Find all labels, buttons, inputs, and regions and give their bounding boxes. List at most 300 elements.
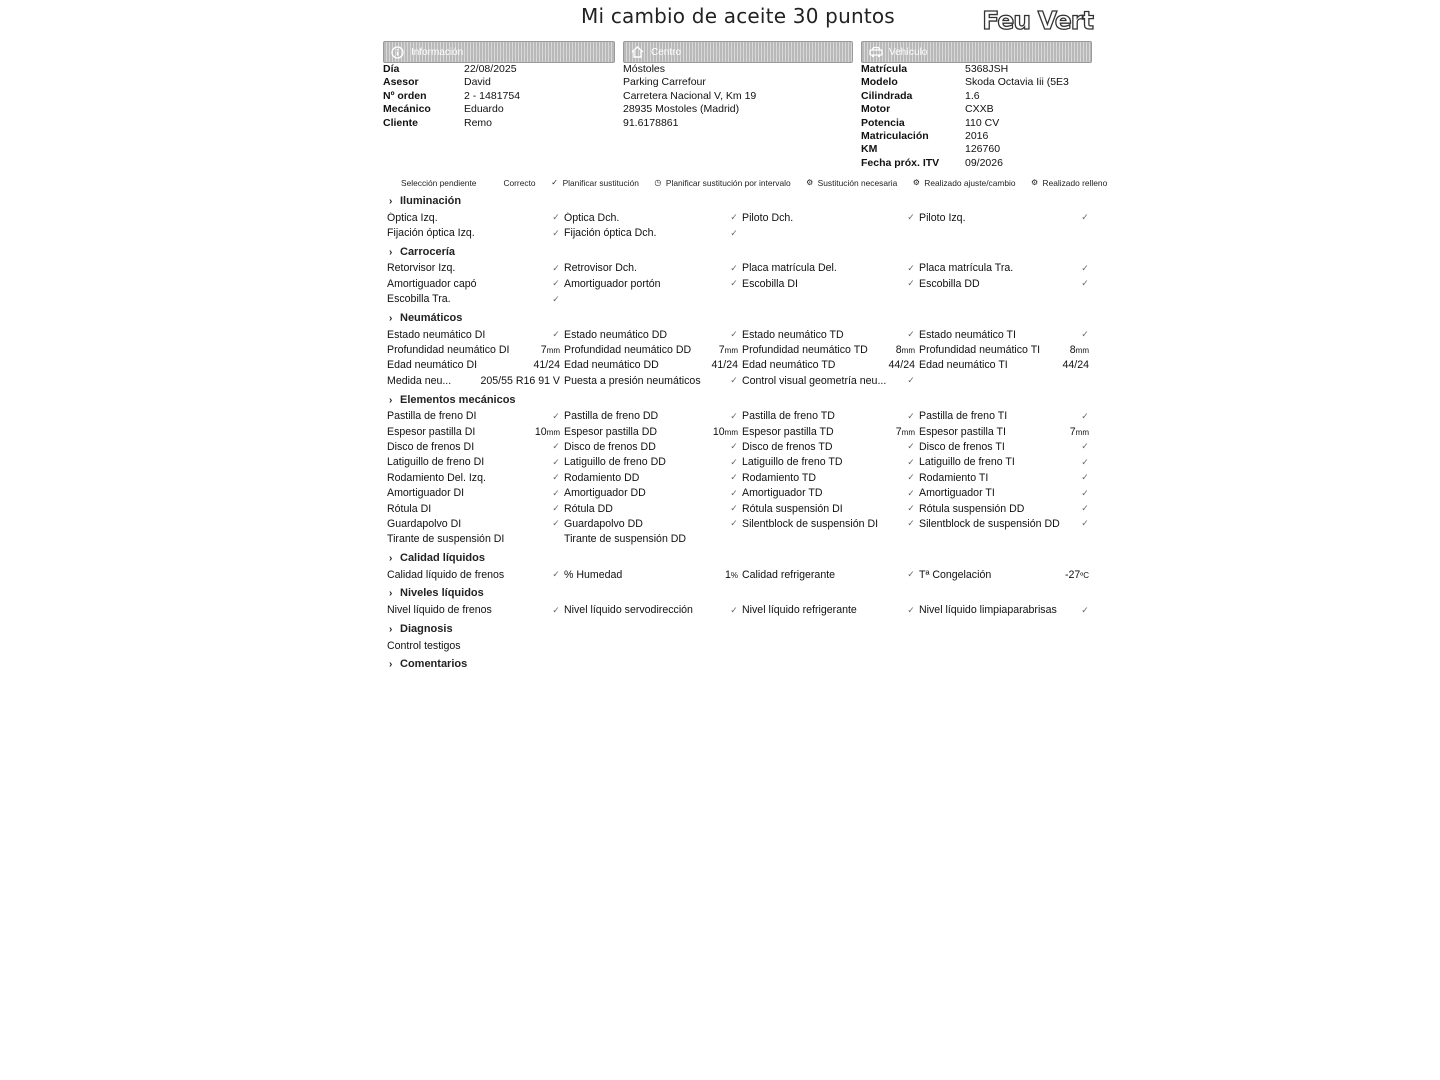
check-item [387,225,564,240]
check-item-label: Espesor pastilla DI [387,425,476,438]
check-item-label: Disco de frenos TI [919,440,1005,453]
check-item [564,470,742,485]
centro-line-text: 28935 Mostoles (Madrid) [623,103,740,116]
vehiculo-panel-title: Vehículo [889,46,928,58]
section-grid [387,210,1093,241]
check-item [564,358,742,373]
centro-line-text: Parking Carrefour [623,76,706,89]
chevron-right-icon: › [389,623,393,635]
check-item-label: Retrovisor Dch. [564,262,637,275]
check-item-value [535,426,564,438]
vehiculo-row [861,90,1092,103]
check-icon: ✓ [907,262,915,273]
check-item [387,276,564,291]
legend-icon [491,179,499,187]
inspection-report [383,0,1108,730]
report-title: Mi cambio de aceite 30 puntos [581,4,895,28]
centro-panel-title: Centro [651,46,682,58]
vehiculo-row-key: Matrícula [861,63,908,75]
check-item-label: Amortiguador TD [742,487,823,500]
check-icon: ✓ [552,212,560,223]
info-panel [383,41,615,130]
vehiculo-row [861,130,1092,143]
info-panel-header [383,41,615,63]
check-item-value [711,359,742,371]
check-item [919,276,1093,291]
vehiculo-row [861,76,1092,89]
check-icon: ✓ [730,456,738,467]
section-title: Calidad líquidos [400,552,485,565]
check-item [387,516,564,531]
section-header [387,193,1093,210]
check-icon: ✓ [907,456,915,467]
section-title: Elementos mecánicos [400,393,516,406]
check-item [387,501,564,516]
section-header [387,585,1093,602]
check-item-label: Disco de frenos TD [742,440,833,453]
centro-line [623,76,853,89]
check-icon: ✓ [552,441,560,452]
check-item-label: Escobilla DD [919,277,980,290]
check-icon: ✓ [552,293,560,304]
check-icon: ✓ [907,375,915,386]
check-icon: ✓ [1081,604,1089,615]
check-item-value [1070,426,1093,438]
check-icon: ✓ [1081,503,1089,514]
check-item [564,455,742,470]
legend-icon [389,179,397,187]
vehiculo-row-value: 09/2026 [965,156,1003,169]
value-number: 41/24 [711,359,738,372]
check-item [564,532,742,547]
check-item [564,516,742,531]
check-item [387,638,564,653]
check-item-label: Silentblock de suspensión DD [919,517,1060,530]
vehiculo-row [861,157,1092,170]
check-item [387,424,564,439]
check-item [387,261,564,276]
check-item-value [1062,359,1093,371]
check-item-value [541,344,564,356]
check-icon: ✓ [730,278,738,289]
legend-item [1031,178,1108,188]
value-number: 44/24 [1062,359,1089,372]
check-icon: ✓ [907,472,915,483]
check-item-label: Latiguillo de freno TI [919,456,1015,469]
check-icon: ✓ [552,503,560,514]
informacion-row-key: Día [383,63,400,75]
chevron-right-icon: › [389,553,393,565]
check-icon: ✓ [907,604,915,615]
check-item-label: Espesor pastilla TD [742,425,834,438]
check-item [387,327,564,342]
section-grid [387,602,1093,617]
check-item-label: Tirante de suspensión DD [564,533,687,546]
check-item-label: Nivel líquido servodirección [564,604,693,617]
check-item-label: Pastilla de freno TD [742,410,835,423]
vehiculo-row-value: 5368JSH [965,63,1009,75]
section-header [387,310,1093,327]
centro-line-text: Móstoles [623,63,666,75]
chevron-right-icon: › [389,312,393,324]
check-icon: ✓ [552,410,560,421]
check-item [387,602,564,617]
check-item-label: Guardapolvo DD [564,517,643,530]
check-item-label: Retorvisor Izq. [387,262,456,275]
check-item [387,292,564,307]
check-item [387,567,564,582]
check-item [387,439,564,454]
check-icon: ✓ [1081,212,1089,223]
check-item-value [480,375,564,387]
centro-line-text: 91.6178861 [623,116,679,129]
check-item-label: Puesta a presión neumáticos [564,374,701,387]
informacion-row [383,103,615,116]
legend-item [912,178,1015,188]
check-item-label: Tª Congelación [919,568,992,581]
check-item-label: Fijación óptica Izq. [387,227,475,240]
brand-logo: Feu Vert [982,6,1093,35]
check-item-label: Pastilla de freno DI [387,410,477,423]
vehiculo-panel-header [861,41,1092,63]
check-item-label: Pastilla de freno TI [919,410,1008,423]
check-item [742,455,919,470]
check-icon: ✓ [730,604,738,615]
vehiculo-row-key: Motor [861,103,891,116]
check-item [919,516,1093,531]
check-item-label: Nivel líquido limpiaparabrisas [919,604,1057,617]
check-item [742,501,919,516]
check-icon: ✓ [552,569,560,580]
section-title: Neumáticos [400,311,463,324]
check-icon: ✓ [730,375,738,386]
check-item-label: Profundidad neumático TI [919,344,1041,357]
check-item [742,424,919,439]
check-item [564,327,742,342]
vehiculo-row-key: Modelo [861,76,898,89]
section-header [387,392,1093,409]
informacion-row-value: 2 - 1481754 [464,89,521,102]
check-item [564,276,742,291]
check-item [387,373,564,388]
legend-label: Realizado ajuste/cambio [924,178,1016,188]
check-item [919,501,1093,516]
centro-line [623,63,853,76]
check-item [742,342,919,357]
check-item [564,567,742,582]
check-item-value [1065,569,1093,581]
vehiculo-row-key: Matriculación [861,130,929,143]
check-item-label: Placa matrícula Tra. [919,262,1014,275]
check-item [387,455,564,470]
check-item-label: Edad neumático DI [387,359,478,372]
check-item [919,409,1093,424]
value-unit: ºC [1080,570,1089,580]
check-item-label: Rodamiento TI [919,471,989,484]
check-item [919,342,1093,357]
informacion-row-value: Eduardo [464,103,504,116]
check-item-label: Latiguillo de freno DD [564,456,666,469]
section-header [387,550,1093,567]
legend-item [654,178,791,188]
chevron-right-icon: › [389,246,393,258]
legend-label: Planificar sustitución por intervalo [665,178,791,188]
informacion-row-key: Nº orden [383,89,427,102]
check-item-label: Rodamiento Del. Izq. [387,471,486,484]
informacion-row-value: 22/08/2025 [464,63,517,75]
vehiculo-row-key: Cilindrada [861,89,913,102]
check-item-label: Óptica Dch. [564,211,620,224]
check-item-label: Amortiguador DI [387,487,465,500]
info-panel-title: Información [411,46,464,58]
check-icon: ✓ [907,329,915,340]
check-icon: ✓ [730,329,738,340]
section-grid [387,327,1093,389]
check-icon: ✓ [730,410,738,421]
legend-icon: ✓ [551,178,558,187]
check-item [742,373,919,388]
check-item-label: Control testigos [387,639,461,652]
value-unit: % [730,570,738,580]
chevron-right-icon: › [389,394,393,406]
vehiculo-row [861,63,1092,76]
check-item [564,409,742,424]
check-icon: ✓ [1081,410,1089,421]
vehiculo-row-value: 2016 [965,130,989,143]
check-item-label: Tirante de suspensión DI [387,533,505,546]
check-item-label: Fijación óptica Dch. [564,227,657,240]
centro-line-text: Carretera Nacional V, Km 19 [623,89,757,102]
check-icon: ✓ [1081,278,1089,289]
check-item-label: Silentblock de suspensión DI [742,517,879,530]
check-icon: ✓ [552,604,560,615]
check-item [742,261,919,276]
check-item-value [888,359,919,371]
check-item-label: Amortiguador TI [919,487,995,500]
centro-lines [623,63,853,130]
legend-item [491,178,535,188]
check-item [919,485,1093,500]
check-icon: ✓ [552,227,560,238]
centro-line [623,90,853,103]
value-number: 8 [1069,344,1076,357]
check-item-label: Disco de frenos DD [564,440,656,453]
check-item-label: Estado neumático TI [919,328,1016,341]
section-header [387,244,1093,261]
check-icon: ✓ [730,503,738,514]
check-item-label: Edad neumático TD [742,359,836,372]
value-number: 41/24 [533,359,560,372]
check-icon: ✓ [730,441,738,452]
legend-item [551,178,639,188]
section-title: Diagnosis [400,622,453,635]
centro-line [623,117,853,130]
informacion-row-key: Cliente [383,116,419,129]
check-icon: ✓ [1081,441,1089,452]
vehiculo-panel [861,41,1092,170]
check-item [919,439,1093,454]
check-item-label: Profundidad neumático DI [387,344,510,357]
check-item [742,470,919,485]
check-icon: ✓ [1081,487,1089,498]
check-item-label: Latiguillo de freno TD [742,456,843,469]
check-item [919,455,1093,470]
legend-label: Correcto [503,178,536,188]
section-title: Niveles líquidos [400,587,484,600]
vehiculo-row-key: Fecha próx. ITV [861,156,940,169]
value-number: 10 [712,425,725,438]
value-number: 7 [540,344,547,357]
check-item [564,225,742,240]
check-item-label: Rodamiento TD [742,471,816,484]
check-item-label: Rótula DD [564,502,613,515]
check-item [919,602,1093,617]
home-icon [630,46,645,59]
check-item [387,532,564,547]
value-unit: mm [546,427,560,437]
check-item-label: Amortiguador portón [564,277,661,290]
check-icon: ✓ [907,441,915,452]
vehiculo-row [861,103,1092,116]
check-icon: ✓ [1081,262,1089,273]
check-item-label: Espesor pastilla TI [919,425,1006,438]
vehiculo-row-value: 1.6 [965,89,980,102]
check-item-label: Edad neumático DD [564,359,659,372]
check-item [564,602,742,617]
check-item-label: Espesor pastilla DD [564,425,658,438]
value-number: 7 [895,425,902,438]
check-icon: ✓ [552,329,560,340]
car-icon [868,46,883,59]
check-item [919,261,1093,276]
centro-line [623,103,853,116]
check-icon: ✓ [907,487,915,498]
check-item [919,358,1093,373]
check-item-label: Profundidad neumático DD [564,344,692,357]
check-item-label: Profundidad neumático TD [742,344,868,357]
check-item-label: % Humedad [564,568,623,581]
check-item-label: Guardapolvo DI [387,517,462,530]
value-unit: mm [1075,427,1089,437]
check-item [387,210,564,225]
check-item [742,516,919,531]
check-icon: ✓ [552,456,560,467]
value-number: 10 [534,425,547,438]
check-icon: ✓ [552,472,560,483]
check-item-label: Calidad líquido de frenos [387,568,505,581]
check-item-label: Piloto Izq. [919,211,966,224]
informacion-row [383,63,615,76]
legend-icon: ⚙ [806,178,814,187]
status-legend [389,178,1108,188]
vehiculo-row-value: CXXB [965,103,994,116]
check-item [387,358,564,373]
check-item [742,327,919,342]
check-item [919,327,1093,342]
info-icon [390,46,405,59]
value-unit: mm [724,427,738,437]
legend-item [389,178,476,188]
vehiculo-row-key: Potencia [861,116,905,129]
value-unit: mm [901,427,915,437]
check-icon: ✓ [1081,518,1089,529]
value-number: 205/55 R16 91 V [480,374,560,387]
vehiculo-row [861,117,1092,130]
check-item-label: Calidad refrigerante [742,568,836,581]
check-item-label: Rodamiento DD [564,471,640,484]
check-icon: ✓ [552,518,560,529]
value-unit: mm [1075,346,1089,356]
value-number: 44/24 [888,359,915,372]
informacion-row-value: David [464,76,491,89]
check-item-label: Amortiguador DD [564,487,646,500]
check-icon: ✓ [907,503,915,514]
check-item [564,424,742,439]
section-grid [387,261,1093,307]
check-item [564,342,742,357]
check-item-label: Disco de frenos DI [387,440,475,453]
check-item-label: Edad neumático TI [919,359,1008,372]
check-item [742,276,919,291]
section-grid [387,638,1093,653]
check-icon: ✓ [1081,456,1089,467]
check-item [564,439,742,454]
check-icon: ✓ [730,227,738,238]
check-icon: ✓ [730,212,738,223]
check-item-label: Estado neumático DI [387,328,486,341]
check-icon: ✓ [730,472,738,483]
check-item [919,424,1093,439]
check-item [387,409,564,424]
section-header [387,621,1093,638]
vehiculo-row [861,143,1092,156]
check-item-label: Medida neu... [387,374,452,387]
check-item-label: Nivel líquido refrigerante [742,604,857,617]
check-item-value [725,569,742,581]
check-icon: ✓ [552,487,560,498]
section-title: Comentarios [400,658,468,671]
check-item-label: Estado neumático DD [564,328,668,341]
check-icon: ✓ [907,278,915,289]
check-item-value [719,344,742,356]
check-item-label: Rótula DI [387,502,432,515]
legend-label: Selección pendiente [401,178,477,188]
legend-icon: ⚙ [1030,178,1039,187]
check-item-label: Amortiguador capó [387,277,477,290]
informacion-row-value: Remo [464,116,493,129]
chevron-right-icon: › [389,659,393,671]
section-grid [387,567,1093,582]
check-item-value [896,344,919,356]
value-number: 7 [1069,425,1076,438]
legend-label: Planificar sustitución [562,178,639,188]
chevron-right-icon: › [389,196,393,207]
checklist-sections [387,193,1093,676]
check-item [564,501,742,516]
check-item-label: Latiguillo de freno DI [387,456,485,469]
check-item-label: Escobilla Tra. [387,293,451,306]
check-item-label: Placa matrícula Del. [742,262,837,275]
check-item-label: Óptica Izq. [387,211,438,224]
legend-icon: ⚙ [912,178,920,187]
check-item [564,485,742,500]
check-item [919,470,1093,485]
check-icon: ✓ [552,262,560,273]
value-number: 1 [724,568,731,581]
section-title: Carrocería [400,245,456,258]
check-item-label: Escobilla DI [742,277,798,290]
legend-label: Realizado relleno [1042,178,1108,188]
